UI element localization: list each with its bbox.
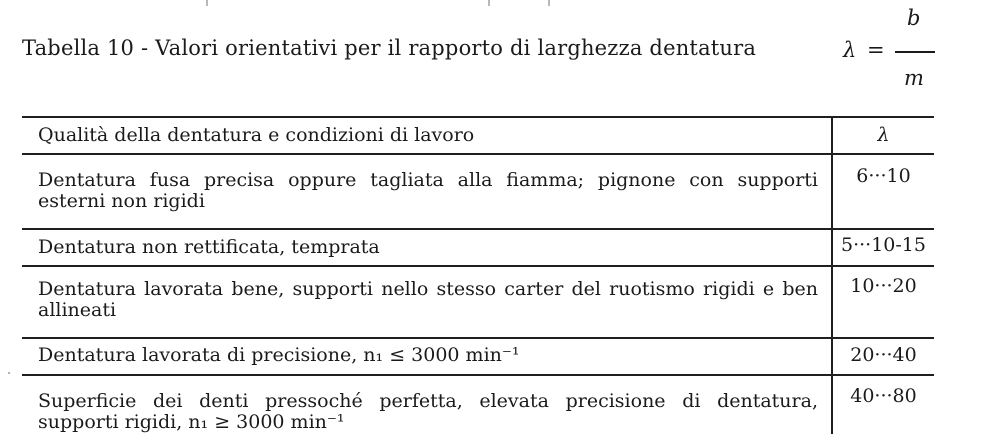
header-description: Qualità della dentatura e condizioni di lavoro	[38, 124, 475, 146]
scan-artifact	[488, 0, 490, 6]
fraction-bar	[895, 51, 935, 53]
table-rule	[22, 116, 934, 118]
table-caption: Tabella 10 - Valori orientativi per il rapporto di larghezza dentatura	[22, 36, 757, 60]
table-rule	[22, 265, 934, 267]
formula-numerator: b	[907, 6, 921, 30]
table-row-5-description: Superficie dei denti pressoché perfetta, elevata precisione di dentatura, supporti rigidi, n₁ ≥ 3000 min⁻¹	[38, 390, 818, 433]
table-row-2-description: Dentatura non rettificata, temprata	[38, 236, 380, 258]
table-row-4-description: Dentatura lavorata di precisione, n₁ ≤ 3000 min⁻¹	[38, 344, 520, 366]
table-rule	[22, 374, 934, 376]
formula-denominator: m	[904, 66, 924, 90]
table-rule	[22, 228, 934, 230]
scan-artifact	[206, 0, 208, 6]
table-row-4-value: 20···40	[850, 344, 917, 366]
table-row-2-value: 5···10-15	[841, 234, 926, 256]
table-row-1-description: Dentatura fusa precisa oppure tagliata alla fiamma; pignone con supporti esterni non rigidi	[38, 169, 818, 212]
table-rule	[22, 337, 934, 339]
table-row-3-description: Dentatura lavorata bene, supporti nello stesso carter del ruotismo rigidi e ben allineati	[38, 278, 818, 321]
table-row-1-value: 6···10	[856, 165, 911, 187]
table-rule	[22, 153, 934, 155]
scan-artifact	[8, 372, 10, 374]
lambda-formula	[843, 6, 943, 96]
header-lambda: λ	[877, 124, 890, 146]
scan-artifact	[548, 0, 550, 6]
formula-equals: =	[867, 38, 885, 62]
table-row-3-value: 10···20	[850, 275, 917, 297]
table-row-5-value: 40···80	[850, 385, 917, 407]
formula-lambda: λ	[843, 38, 857, 62]
